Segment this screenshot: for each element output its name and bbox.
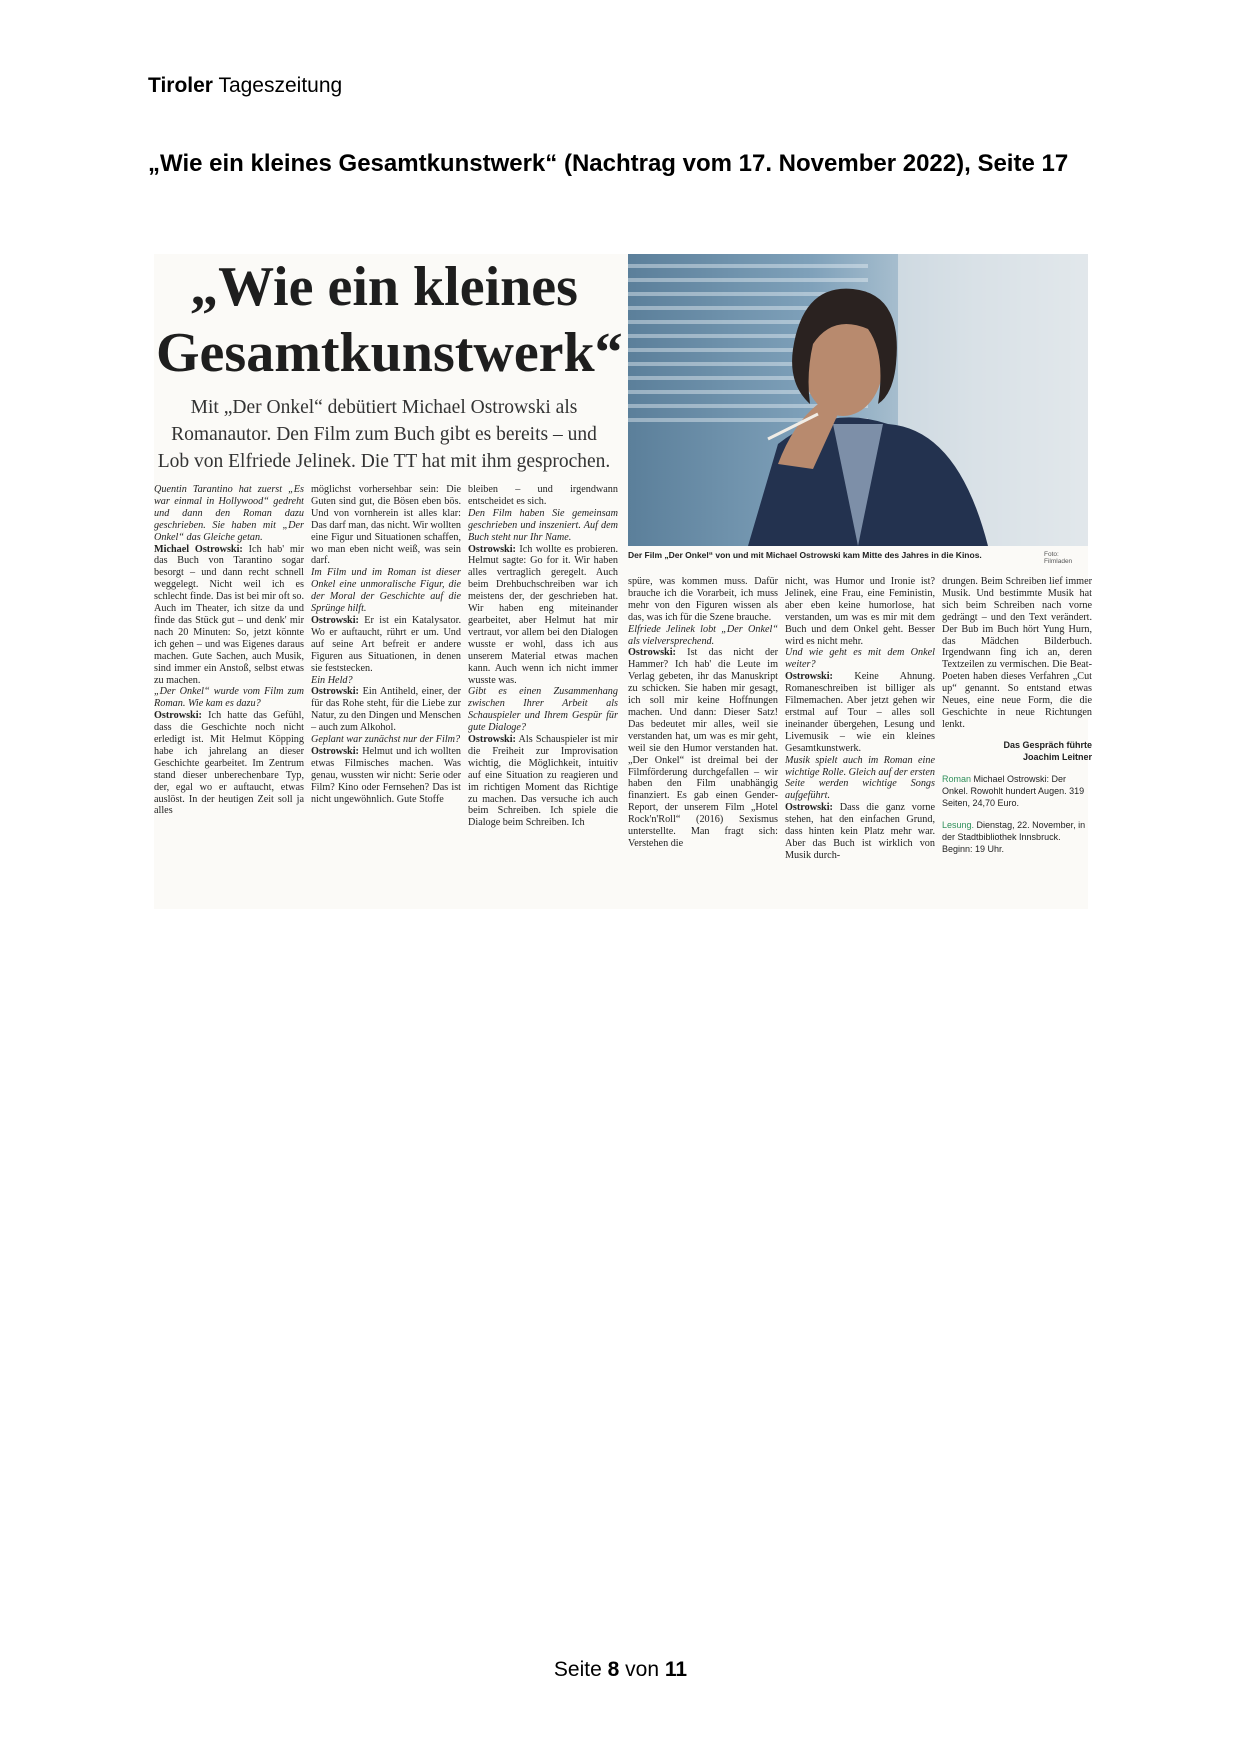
answer-text: Ist das nicht der Hammer? Ich hab' die Leute im Verlag gebeten, ihr das Manuskript zu schicken. Sie haben mir gesagt, ich soll mir keine Hoffnungen machen. Und dann: Dieser Satz! Das bedeutet mir alles, weil sie verstanden hat, um was es mir geht, weil sie den Humor verstanden hat. „Der Onkel“ ist dreimal bei der Filmförderung durchgefallen – wir haben den Film unabhängig finanziert. Es gab einen Gender-Report, der unserem Film „Hotel Rock'n'Roll“ (2016) Sexismus unterstellte. Man fragt sich: Verstehen die [628, 647, 778, 849]
column-1 [154, 484, 304, 909]
interview-question: Ein Held? [311, 674, 353, 686]
publication-name-rest: Tageszeitung [218, 74, 343, 97]
byline-author: Joachim Leitner [1022, 751, 1092, 762]
page-footer [0, 1658, 1241, 1682]
speaker-label: Ostrowski: [628, 647, 676, 659]
answer-text: drungen. Beim Schreiben lief immer Musik. Und bestimmte Musik hat sich beim Schreiben nach vorne gedrängt – und den Text verändert. Der Bub im Buch hört Yung Hurn, das Mädchen Bilderbuch. Irgendwann fing ich an, deren Textzeilen zu vermischen. Die Beat-Poeten haben dieses Verfahren „Cut up“ genannt. So entstand etwas Neues, eine neue Form, die die Geschichte in neue Richtungen lenkt. [942, 576, 1092, 730]
answer-text: Helmut und ich wollten etwas Filmisches machen. Was genau, wussten wir nicht: Serie oder Film? Kino oder Fernsehen? Das ist nicht ungewöhnlich. Gute Stoffe [311, 745, 461, 805]
speaker-label: Ostrowski: [785, 671, 833, 683]
interview-question: Und wie geht es mit dem Onkel weiter? [785, 647, 935, 671]
answer-text: Keine Ahnung. Romaneschreiben ist billiger als Filmemachen. Aber jetzt gehen wir erstmal auf Tour – alles soll ineinander übergehen, Lesung und Livemusik – wie ein kleines Gesamtkunstwerk. [785, 671, 935, 754]
speaker-label: Ostrowski: [468, 543, 516, 555]
answer-text: möglichst vorhersehbar sein: Die Guten sind gut, die Bösen eben bös. Und von vornherein ist alles klar: Das darf man, das nicht. Wir wollten eine Figur und Situationen schaffen, wo man eben nicht weiß, was sein darf. [311, 484, 461, 567]
column-3 [468, 484, 618, 909]
footer-prefix: Seite [553, 1658, 602, 1681]
headline-line-1: „Wie ein kleines [190, 256, 578, 318]
publication-name-bold: Tiroler [148, 74, 213, 97]
photo-credit: Foto: Filmladen [1044, 551, 1073, 565]
speaker-label: Ostrowski: [311, 614, 359, 626]
article-columns-right [628, 576, 1092, 909]
interview-question: Gibt es einen Zusammenhang zwischen Ihrer Arbeit als Schauspieler und Ihrem Gespür für gute Dialoge? [468, 686, 618, 734]
answer-text: Ich wollte es probieren. Helmut sagte: Go for it. Wir haben alles vertraglich geregelt. Auch beim Drehbuchschreiben war ich meistens der, der geschrieben hat. Wir haben eng miteinander gearbeitet, aber Helmut hat mir vertraut, vor allem bei den Dialogen wusste er wohl, dass ich aus unserem Material etwas machen kann. Auch wenn ich nicht immer wusste was. [468, 543, 618, 686]
answer-text: Dass die ganz vorne stehen, hat den einfachen Grund, dass hinten kein Platz mehr war. Aber das Buch ist wirklich von Musik durch- [785, 802, 935, 861]
column-4 [628, 576, 778, 909]
event-details: Dienstag, 22. November, in der Stadtbibliothek Innsbruck. Beginn: 19 Uhr. [942, 819, 1086, 854]
answer-text: Ein Antiheld, einer, der für das Rohe steht, für die Liebe zur Natur, zu den Dingen und Menschen – auch zum Alkohol. [311, 686, 461, 734]
column-6 [942, 576, 1092, 909]
interview-question: Quentin Tarantino hat zuerst „Es war einmal in Hollywood“ gedreht und dann den Roman dazu geschrieben. Sie haben mit „Der Onkel“ das Gleiche getan. [154, 484, 304, 543]
publication-name [148, 74, 342, 98]
book-info [942, 773, 1092, 809]
interview-byline [942, 739, 1092, 763]
speaker-label: Michael Ostrowski: [154, 543, 243, 555]
answer-text: nicht, was Humor und Ironie ist? Jelinek, eine Frau, eine Feministin, aber eben keine humorlose, hat verstanden, um was es mir mit dem Buch und dem Onkel geht. Besser wird es nicht mehr. [785, 576, 935, 647]
answer-text: spüre, was kommen muss. Dafür brauche ich die Vorarbeit, ich muss mehr von den Figuren wissen als das, was ich für die Szene brauche. [628, 576, 778, 623]
column-2 [311, 484, 461, 909]
answer-text: Ich hatte das Gefühl, dass die Geschichte noch nicht erledigt ist. Mit Helmut Köpping habe ich jahrelang an dieser Geschichte gearbeitet. Im Zentrum stand dieser unberechenbare Typ, der, egal wo er auftaucht, etwas auslöst. In der heutigen Zeit soll ja alles [154, 710, 304, 817]
answer-text: Als Schauspieler ist mir die Freiheit zur Improvisation wichtig, die Möglichkeit, intuitiv auf eine Situation zu reagieren und im richtigen Moment das Richtige zu machen. Das versuche ich auch beim Schreiben. Ich spiele die Dialoge beim Schreiben. Ich [468, 734, 618, 829]
interview-question: Den Film haben Sie gemeinsam geschrieben und inszeniert. Auf dem Buch steht nur Ihr Name. [468, 507, 618, 543]
newspaper-clipping [154, 254, 1092, 909]
event-info [942, 819, 1092, 855]
document-title: „Wie ein kleines Gesamtkunstwerk“ (Nachtrag vom 17. November 2022), Seite 17 [148, 150, 1069, 177]
column-5 [785, 576, 935, 909]
speaker-label: Ostrowski: [154, 710, 202, 722]
footer-of: von [625, 1658, 660, 1681]
answer-text: Er ist ein Katalysator. Wo er auftaucht, rührt er um. Und auf seine Art befreit er andere Figuren aus Situationen, in denen sie feststecken. [311, 614, 461, 674]
interview-question: Geplant war zunächst nur der Film? [311, 734, 461, 746]
column-6-text [942, 576, 1092, 731]
answer-text: Ich hab' mir das Buch von Tarantino sogar besorgt – und dann recht schnell weggelegt. Nicht weil ich es schlecht finde. Das ist bei mir oft so. Auch im Theater, ich sitze da und finde das Stück gut – und denk' mir nach 20 Minuten: So, jetzt könnte ich gehen – und was Eigenes daraus machen. Gute Sachen, auch Musik, sind immer ein Anstoß, selbst etwas zu machen. [154, 543, 304, 686]
headline-line-2: Gesamtkunstwerk“ [156, 322, 623, 384]
answer-text: bleiben – und irgendwann entscheidet es sich. [468, 484, 618, 507]
speaker-label: Ostrowski: [311, 686, 359, 698]
footer-page-number: 8 [607, 1658, 620, 1681]
interview-question: Elfriede Jelinek lobt „Der Onkel“ als vielversprechend. [628, 623, 778, 647]
byline-line-1: Das Gespräch führte [1003, 739, 1092, 750]
footer-page-total: 11 [664, 1658, 688, 1681]
interview-question: Musik spielt auch im Roman eine wichtige Rolle. Gleich auf der ersten Seite werden wichtige Songs aufgeführt. [785, 754, 935, 802]
event-label: Lesung. [942, 819, 975, 830]
article-headline [156, 254, 623, 386]
book-details: Michael Ostrowski: Der Onkel. Rowohlt hundert Augen. 319 Seiten, 24,70 Euro. [942, 773, 1085, 808]
speaker-label: Ostrowski: [311, 745, 359, 757]
book-label: Roman [942, 773, 972, 784]
photo-caption: Der Film „Der Onkel“ von und mit Michael Ostrowski kam Mitte des Jahres in die Kinos. [628, 550, 982, 560]
speaker-label: Ostrowski: [785, 802, 833, 814]
interview-question: Im Film und im Roman ist dieser Onkel eine unmoralische Figur, die der Moral der Geschichte auf die Sprünge hilft. [311, 567, 461, 615]
speaker-label: Ostrowski: [468, 734, 516, 746]
interview-question: „Der Onkel“ wurde vom Film zum Roman. Wie kam es dazu? [154, 686, 304, 710]
article-lead: Mit „Der Onkel“ debütiert Michael Ostrowski als Romanautor. Den Film zum Buch gibt es bereits – und Lob von Elfriede Jelinek. Die TT hat mit ihm gesprochen. [157, 397, 611, 472]
